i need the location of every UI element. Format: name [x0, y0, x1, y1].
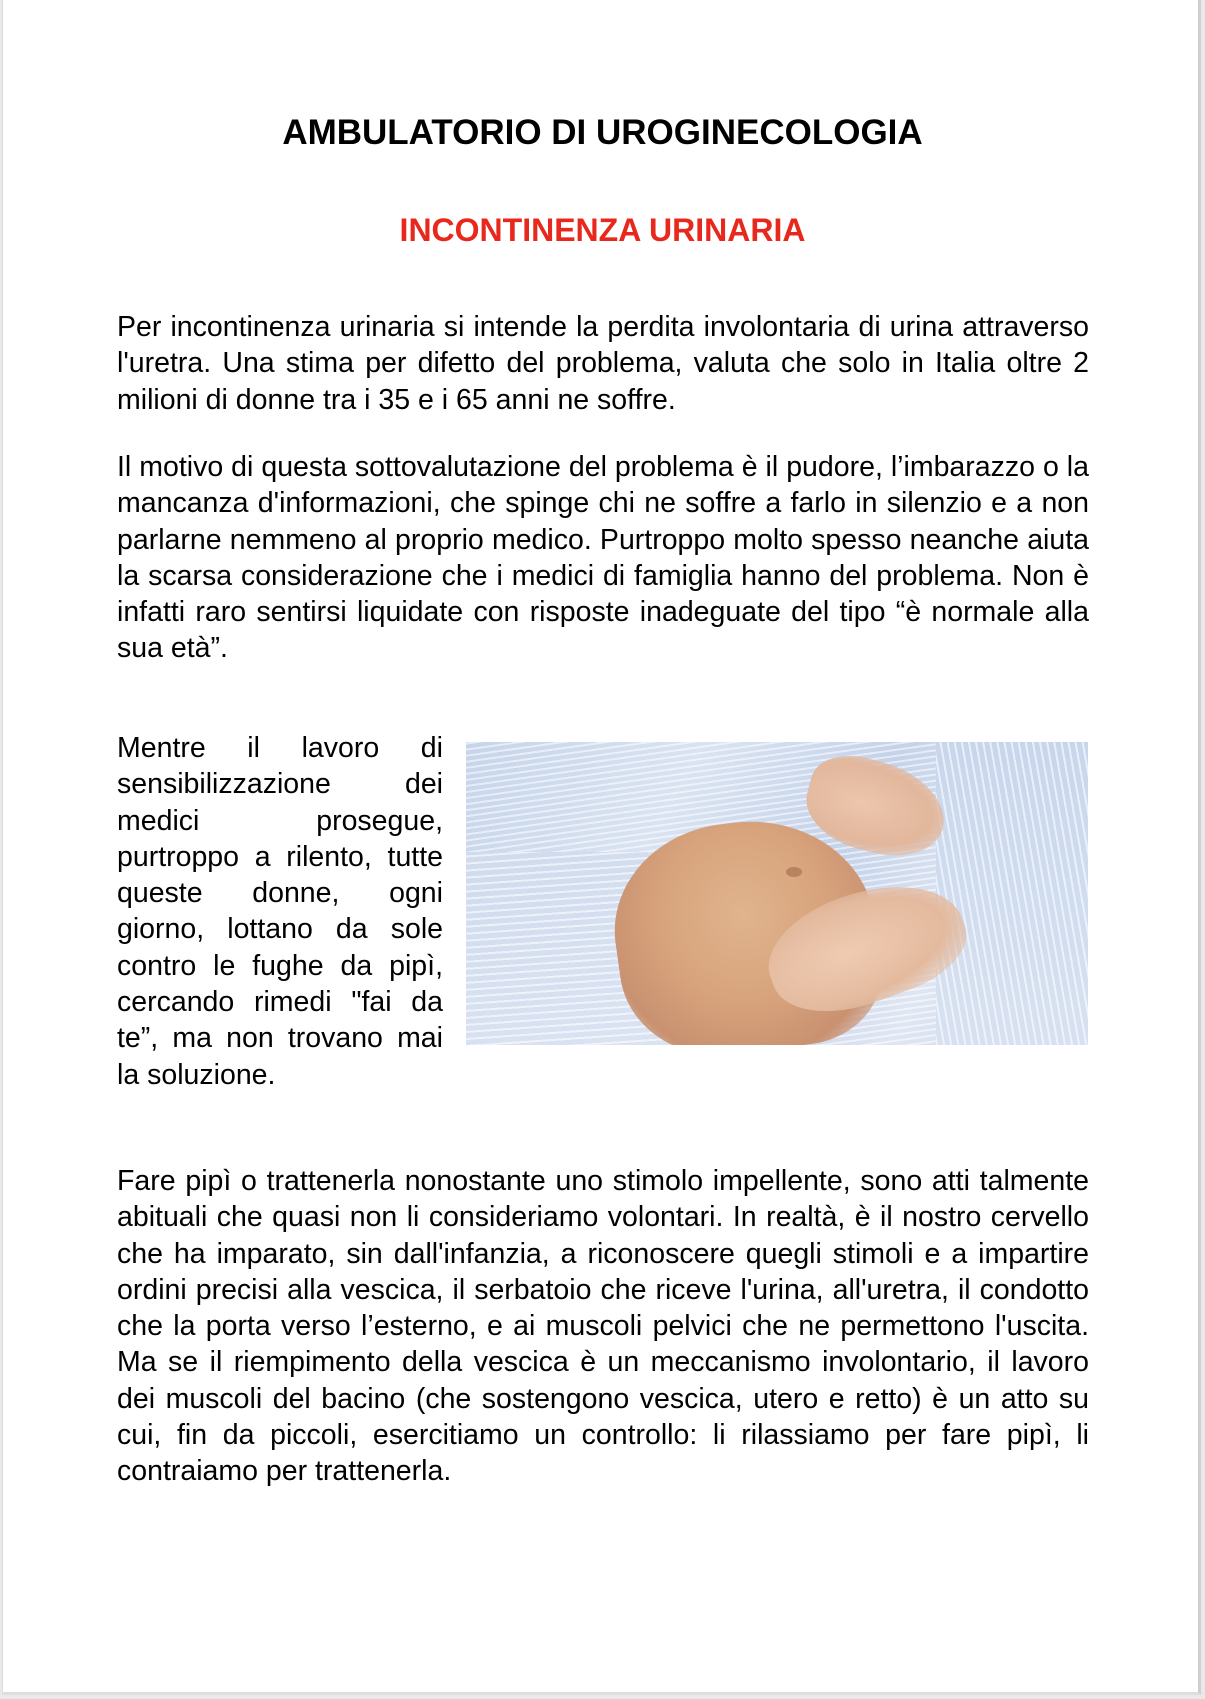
photo-shirt-right: [936, 742, 1088, 1045]
photo-navel: [786, 867, 802, 877]
document-title: AMBULATORIO DI UROGINECOLOGIA: [282, 113, 923, 152]
document-subtitle: INCONTINENZA URINARIA: [399, 212, 806, 248]
paragraph-intro: Per incontinenza urinaria si intende la perdita involontaria di urina attraverso l'uretra. Una stima per difetto del problema, valuta che solo in Italia oltre 2 milioni di donne tra i 35 e i 65 anni ne soffre.: [117, 311, 1089, 416]
abdomen-photo: [466, 742, 1088, 1045]
document-page: [2, 0, 1201, 1695]
paragraph-awareness: Mentre il lavoro di sensibilizzazione dei medici prosegue, purtroppo a rilento, tutte queste donne, ogni giorno, lottano da sole contro le fughe da pipì, cercando rimedi "fai da te”, ma non trovano mai la soluzione.: [117, 732, 443, 1091]
paragraph-underestimation: Il motivo di questa sottovalutazione del problema è il pudore, l’imbarazzo o la mancanza d'informazioni, che spinge chi ne soffre a farlo in silenzio e a non parlarne nemmeno al proprio medico. Purtroppo molto spesso neanche aiuta la scarsa considerazione che i medici di famiglia hanno del problema. Non è infatti raro sentirsi liquidate con risposte inadeguate del tipo “è normale alla sua età”.: [117, 451, 1089, 665]
paragraph-mechanism: Fare pipì o trattenerla nonostante uno stimolo impellente, sono atti talmente abituali che quasi non li consideriamo volontari. In realtà, è il nostro cervello che ha imparato, sin dall'infanzia, a riconoscere quegli stimoli e a impartire ordini precisi alla vescica, il serbatoio che riceve l'urina, all'uretra, il condotto che la porta verso l’esterno, e ai muscoli pelvici che ne permettono l'uscita. Ma se il riempimento della vescica è un meccanismo involontario, il lavoro dei muscoli del bacino (che sostengono vescica, utero e retto) è un atto su cui, fin da piccoli, esercitiamo un controllo: li rilassiamo per fare pipì, li contraiamo per trattenerla.: [117, 1165, 1089, 1488]
